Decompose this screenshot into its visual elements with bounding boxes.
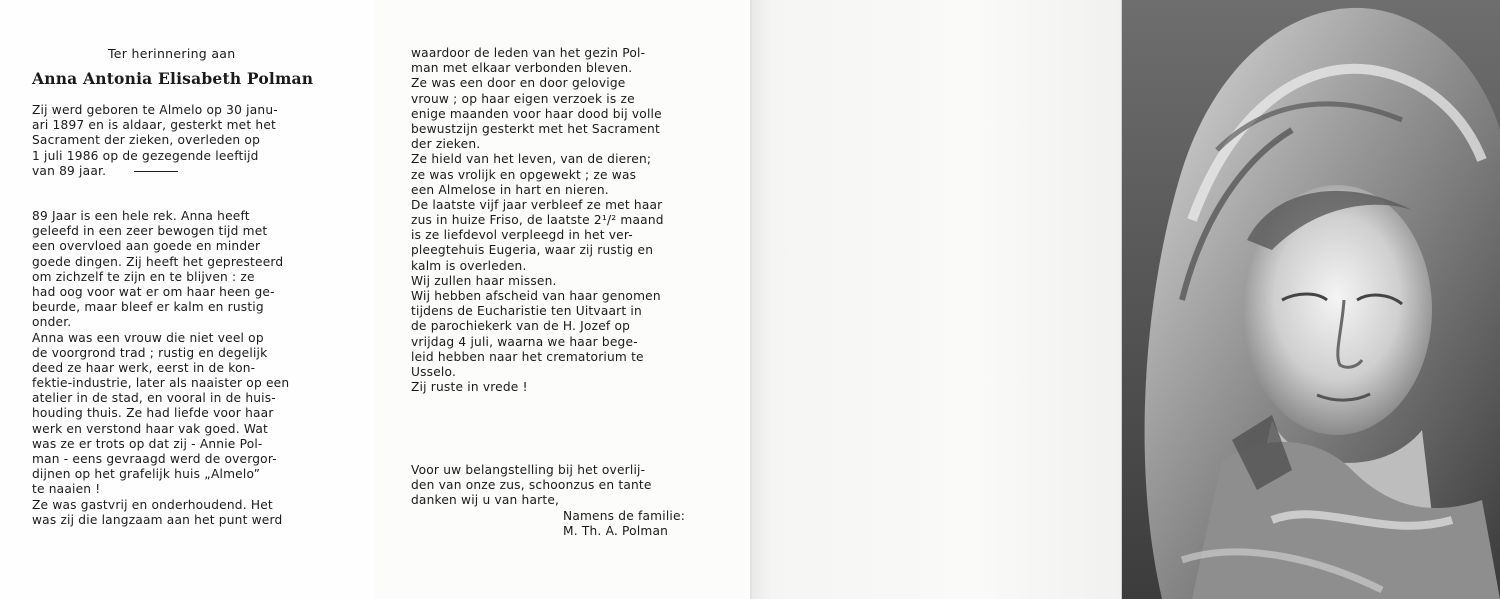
body-line: man - eens gevraagd werd de overgor- bbox=[32, 452, 277, 466]
body-line: goede dingen. Zij heeft het gepresteerd bbox=[32, 254, 284, 269]
body-line: man met elkaar verbonden bleven. bbox=[411, 61, 633, 76]
body-line: leid hebben naar het crematorium te bbox=[411, 349, 644, 364]
body-line: dijnen op het grafelijk huis „Almelo” bbox=[32, 467, 261, 482]
body-line: geleefd in een zeer bewogen tijd met bbox=[32, 224, 268, 239]
body-line: deed ze haar werk, eerst in de kon- bbox=[32, 360, 256, 375]
body-line: de parochiekerk van de H. Jozef op bbox=[411, 319, 631, 334]
body-line: werk en verstond haar vak goed. Wat bbox=[32, 421, 268, 436]
intro-paragraph bbox=[32, 103, 278, 179]
body-line: vrijdag 4 juli, waarna we haar bege- bbox=[411, 334, 638, 349]
body-line: ze was vrolijk en opgewekt ; ze was bbox=[411, 167, 637, 182]
body-line: om zichzelf te zijn en te blijven : ze bbox=[32, 269, 255, 284]
continued-text bbox=[411, 46, 664, 395]
body-line: Ze was een door en door gelovige bbox=[411, 76, 626, 91]
body-line: Ze hield van het leven, van de dieren; bbox=[411, 152, 652, 167]
thanks-line: den van onze zus, schoonzus en tante bbox=[411, 478, 652, 493]
body-line: der zieken. bbox=[411, 137, 481, 152]
body-line: enige maanden voor haar dood bij volle bbox=[411, 106, 662, 121]
body-line: een Almelose in hart en nieren. bbox=[411, 182, 609, 197]
body-line: Zij ruste in vrede ! bbox=[411, 380, 528, 395]
intro-line-last: van 89 jaar. bbox=[32, 164, 278, 179]
body-line: Wij zullen haar missen. bbox=[411, 273, 557, 288]
page-fold bbox=[750, 0, 752, 599]
thanks-line: Voor uw belangstelling bij het overlij- bbox=[411, 463, 646, 477]
memorial-heading: Ter herinnering aan bbox=[108, 46, 236, 61]
body-line: Anna was een vrouw die niet veel op bbox=[32, 330, 264, 345]
body-line: pleegtehuis Eugeria, waar zij rustig en bbox=[411, 243, 654, 258]
body-line: tijdens de Eucharistie ten Uitvaart in bbox=[411, 304, 642, 319]
body-line: was zij die langzaam aan het punt werd bbox=[32, 512, 283, 527]
body-line: vrouw ; op haar eigen verzoek is ze bbox=[411, 91, 635, 106]
body-line: fektie-industrie, later als naaister op een bbox=[32, 376, 290, 391]
intro-line: ari 1897 en is aldaar, gesterkt met het bbox=[32, 118, 277, 133]
right-page bbox=[375, 0, 750, 599]
thanks-text bbox=[411, 463, 685, 539]
body-line: te naaien ! bbox=[32, 482, 101, 497]
signature-name: M. Th. A. Polman bbox=[563, 523, 669, 538]
body-line: onder. bbox=[32, 315, 72, 330]
body-line: bewustzijn gesterkt met het Sacrament bbox=[411, 121, 660, 136]
deceased-name: Anna Antonia Elisabeth Polman bbox=[32, 69, 314, 88]
thanks-line: danken wij u van harte, bbox=[411, 493, 560, 508]
body-line: De laatste vijf jaar verbleef ze met haar bbox=[411, 197, 663, 212]
body-line: de voorgrond trad ; rustig en degelijk bbox=[32, 345, 268, 360]
body-line: Wij hebben afscheid van haar genomen bbox=[411, 289, 661, 303]
body-text bbox=[32, 209, 289, 528]
body-line: atelier in de stad, en vooral in de huis- bbox=[32, 391, 276, 406]
body-line: zus in huize Friso, de laatste 2¹/² maand bbox=[411, 213, 664, 228]
body-line: een overvloed aan goede en minder bbox=[32, 239, 261, 254]
body-line: is ze liefdevol verpleegd in het ver- bbox=[411, 228, 633, 243]
intro-line: Sacrament der zieken, overleden op bbox=[32, 133, 261, 148]
body-line: kalm is overleden. bbox=[411, 258, 527, 273]
body-line: beurde, maar bleef er kalm en rustig bbox=[32, 300, 264, 315]
body-line: waardoor de leden van het gezin Pol- bbox=[411, 46, 646, 60]
body-line: 89 Jaar is een hele rek. Anna heeft bbox=[32, 209, 250, 223]
body-line: had oog voor wat er om haar heen ge- bbox=[32, 284, 275, 299]
body-line: was ze er trots op dat zij - Annie Pol- bbox=[32, 436, 263, 451]
body-line: Usselo. bbox=[411, 364, 457, 379]
signature-line: Namens de familie: bbox=[563, 508, 686, 523]
intro-line: Zij werd geboren te Almelo op 30 janu- bbox=[32, 103, 278, 117]
blank-page bbox=[750, 0, 1122, 599]
madonna-image bbox=[1122, 0, 1500, 599]
divider-rule bbox=[134, 171, 178, 172]
intro-line: 1 juli 1986 op de gezegende leeftijd bbox=[32, 148, 259, 163]
left-page bbox=[0, 0, 375, 599]
body-line: Ze was gastvrij en onderhoudend. Het bbox=[32, 497, 273, 512]
body-line: houding thuis. Ze had liefde voor haar bbox=[32, 406, 274, 421]
madonna-pieta-photo-icon bbox=[1122, 0, 1500, 599]
